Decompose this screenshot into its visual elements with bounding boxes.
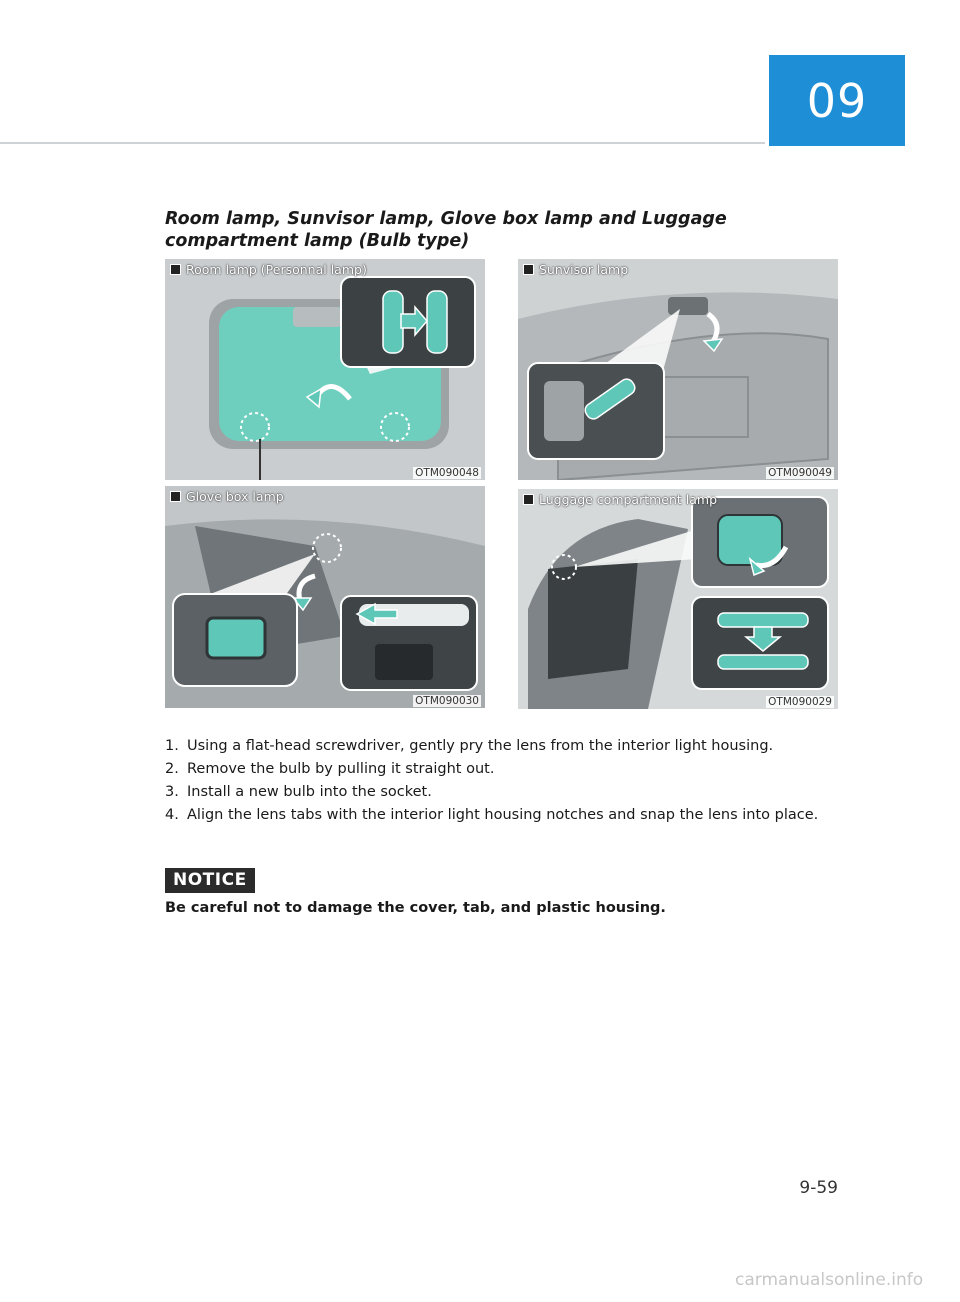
figure-code: OTM090049: [768, 467, 832, 479]
step-number: 1.: [165, 738, 179, 754]
step-item: [165, 782, 845, 803]
figure-caption: [524, 492, 717, 507]
figure-code: OTM090029: [768, 696, 832, 708]
step-item: [165, 759, 845, 780]
square-bullet-icon: [524, 265, 533, 274]
figure-code: OTM090030: [415, 695, 479, 707]
figure-caption: [171, 489, 284, 504]
header-rule: [0, 142, 765, 144]
step-text: Align the lens tabs with the interior light housing notches and snap the lens into place.: [187, 807, 819, 823]
figure-caption-text: Sunvisor lamp: [539, 262, 629, 277]
step-text: Install a new bulb into the socket.: [187, 784, 432, 800]
square-bullet-icon: [524, 495, 533, 504]
step-text: Remove the bulb by pulling it straight out.: [187, 761, 495, 777]
step-number: 2.: [165, 761, 179, 777]
figure-caption: [171, 262, 367, 277]
notice-badge: NOTICE: [165, 868, 255, 893]
chapter-number: 09: [806, 73, 868, 128]
square-bullet-icon: [171, 492, 180, 501]
notice-text: Be careful not to damage the cover, tab, and plastic housing.: [165, 900, 666, 916]
step-number: 4.: [165, 807, 179, 823]
watermark: carmanualsonline.info: [735, 1270, 924, 1290]
sunvisor-lamp-illustration: [518, 259, 838, 480]
figure-caption-text: Luggage compartment lamp: [539, 492, 718, 507]
step-item: [165, 805, 845, 826]
step-text: Using a flat-head screwdriver, gently pry the lens from the interior light housing.: [187, 738, 774, 754]
square-bullet-icon: [171, 265, 180, 274]
step-item: [165, 736, 845, 757]
figure-luggage-compartment-lamp: [518, 489, 838, 709]
room-lamp-illustration: [165, 259, 485, 480]
steps-list: [165, 736, 845, 828]
glove-box-lamp-illustration: [165, 486, 485, 708]
figure-sunvisor-lamp: [518, 259, 838, 480]
page-number: 9-59: [799, 1178, 838, 1198]
chapter-tab: [769, 55, 905, 146]
figure-caption-text: Glove box lamp: [186, 489, 284, 504]
figure-code: OTM090048: [415, 467, 479, 479]
section-title: Room lamp, Sunvisor lamp, Glove box lamp and Luggage compartment lamp (Bulb type): [165, 209, 727, 251]
step-number: 3.: [165, 784, 179, 800]
figure-room-lamp: [165, 259, 485, 480]
luggage-lamp-illustration: [518, 489, 838, 709]
figure-caption-text: Room lamp (Personnal lamp): [186, 262, 367, 277]
figure-glove-box-lamp: [165, 486, 485, 708]
figure-caption: [524, 262, 628, 277]
